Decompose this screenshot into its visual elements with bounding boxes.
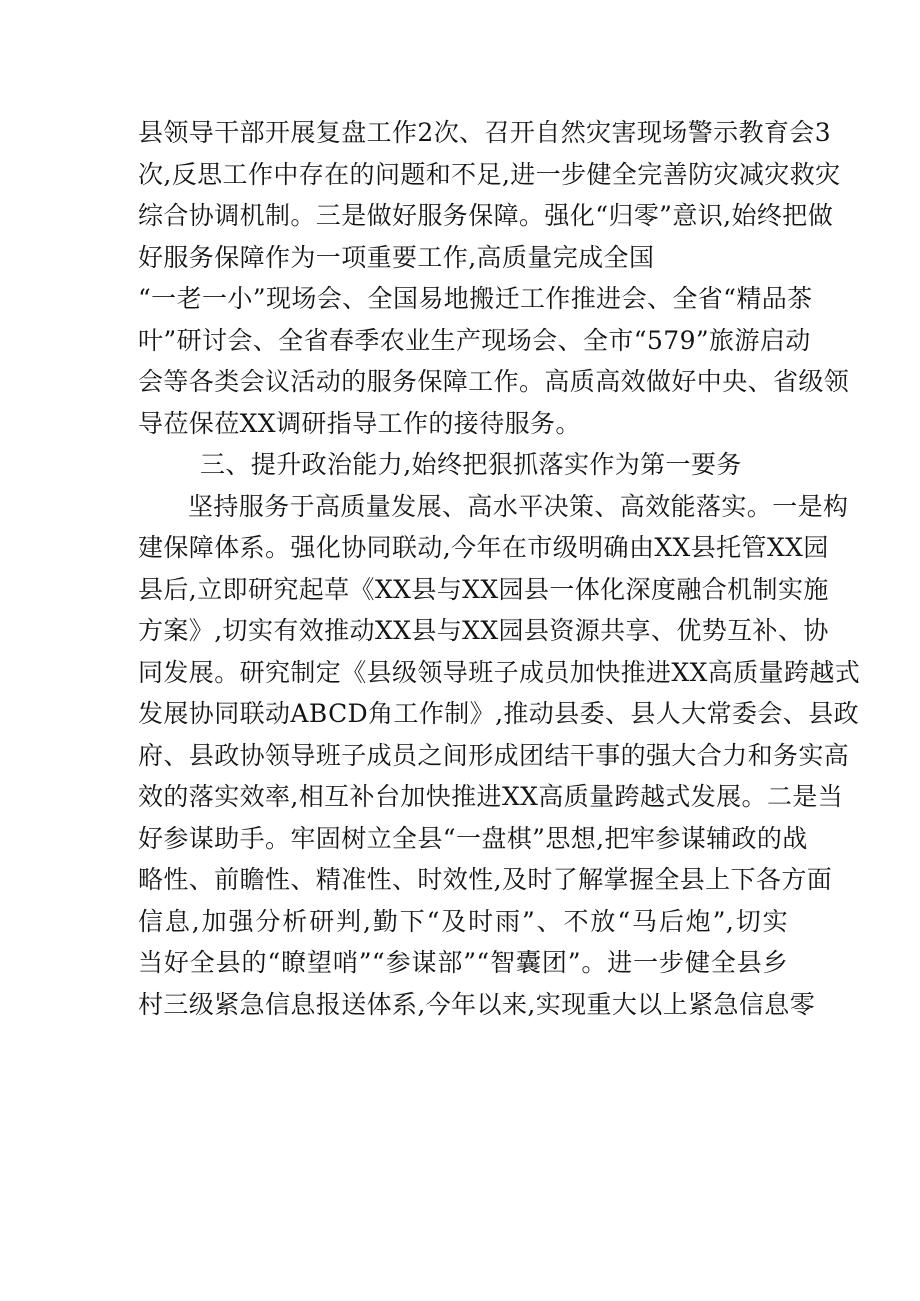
- paragraph-line: 会等各类会议活动的服务保障工作。高质高效做好中央、省级领: [138, 367, 850, 396]
- paragraph-line: 县领导干部开展复盘工作2次、召开自然灾害现场警示教育会3: [138, 118, 832, 147]
- paragraph-line: 略性、前瞻性、精准性、时效性,及时了解掌握全县上下各方面: [138, 865, 833, 894]
- paragraph-line: 次,反思工作中存在的问题和不足,进一步健全完善防灾减灾救灾: [138, 159, 841, 189]
- paragraph-line: 府、县政协领导班子成员之间形成团结干事的强大合力和务实高: [138, 740, 850, 770]
- paragraph-line: “一老一小”现场会、全国易地搬迁工作推进会、全省“精品茶: [138, 284, 813, 313]
- document-body: [138, 112, 861, 1025]
- section-heading: 三、提升政治能力,始终把狠抓落实作为第一要务: [200, 450, 742, 479]
- paragraph-line: 好服务保障作为一项重要工作,高质量完成全国: [138, 242, 655, 272]
- paragraph-line: 建保障体系。强化协同联动,今年在市级明确由XX县托管XX园: [138, 533, 829, 562]
- paragraph-line: 综合协调机制。三是做好服务保障。强化“归零”意识,始终把做: [138, 201, 834, 230]
- paragraph-line: 县后,立即研究起草《XX县与XX园县一体化深度融合机制实施: [138, 574, 829, 604]
- paragraph-line: 发展协同联动ABCD角工作制》,推动县委、县人大常委会、县政: [138, 699, 860, 728]
- paragraph-line: 方案》,切实有效推动XX县与XX园县资源共享、优势互补、协: [138, 616, 829, 645]
- paragraph-line: 当好全县的“瞭望哨”“参谋部”“智囊团”。进一步健全县乡: [138, 948, 788, 977]
- paragraph-line: 同发展。研究制定《县级领导班子成员加快推进XX高质量跨越式: [138, 657, 861, 687]
- paragraph-line: 信息,加强分析研判,勤下“及时雨”、不放“马后炮”,切实: [138, 906, 788, 936]
- paragraph-line: 效的落实效率,相互补台加快推进XX高质量跨越式发展。二是当: [138, 782, 844, 811]
- paragraph-line: 叶”研讨会、全省春季农业生产现场会、全市“579”旅游启动: [138, 325, 811, 355]
- paragraph-line: 导莅保莅XX调研指导工作的接待服务。: [138, 408, 581, 438]
- paragraph-line: 好参谋助手。牢固树立全县“一盘棋”思想,把牢参谋辅政的战: [138, 823, 808, 853]
- paragraph-line: 村三级紧急信息报送体系,今年以来,实现重大以上紧急信息零: [138, 989, 816, 1019]
- paragraph-line: 坚持服务于高质量发展、高水平决策、高效能落实。一是构: [188, 491, 849, 521]
